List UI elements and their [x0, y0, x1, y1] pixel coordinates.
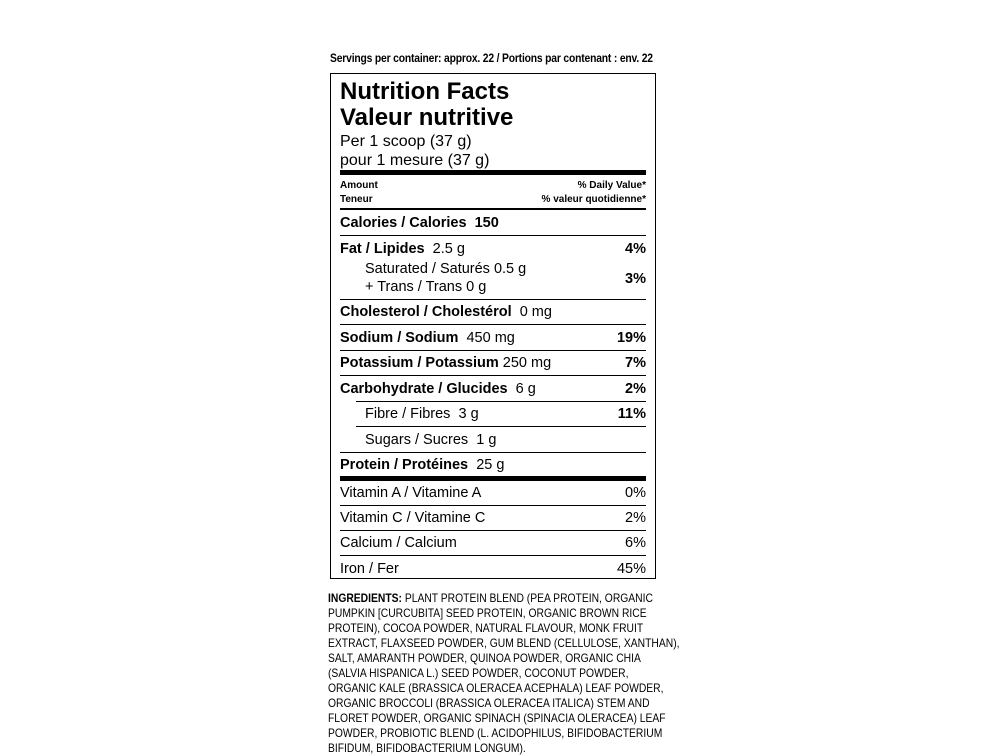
carbohydrate-amount: 6 g	[515, 381, 536, 397]
ingredients-line: BIFIDUM, BIFIDOBACTERIUM LONGUM).	[328, 741, 526, 755]
daily-value-label-en: % Daily Value*	[577, 180, 646, 191]
potassium-amount: 250 mg	[502, 355, 552, 371]
ingredients-line: FLORET POWDER, ORGANIC SPINACH (SPINACIA OLERACEA) LEAF	[328, 711, 666, 725]
serving-size-fr: pour 1 mesure (37 g)	[340, 152, 490, 169]
fat-dv: 4%	[625, 241, 646, 257]
divider	[340, 235, 646, 236]
potassium-dv: 7%	[625, 355, 646, 371]
ingredients-line: PLANT PROTEIN BLEND (PEA PROTEIN, ORGANIC	[401, 591, 653, 605]
carbohydrate-dv: 2%	[625, 381, 646, 397]
calcium-dv: 6%	[625, 535, 646, 551]
potassium-label: Potassium / Potassium	[340, 355, 499, 371]
teneur-label: Teneur	[340, 194, 373, 205]
divider	[340, 452, 646, 453]
ingredients-line: ORGANIC BROCCOLI (BRASSICA OLERACEA ITALICA) STEM AND	[328, 696, 650, 710]
iron-dv: 45%	[616, 561, 646, 577]
protein-label: Protein / Protéines	[340, 457, 469, 473]
ingredients-line: SALT, AMARANTH POWDER, QUINOA POWDER, ORGANIC CHIA	[328, 651, 641, 665]
divider	[340, 555, 646, 556]
fibre-dv: 11%	[617, 406, 646, 422]
fat-amount: 2.5 g	[432, 241, 465, 257]
ingredients-line: EXTRACT, FLAXSEED POWDER, GUM BLEND (CELLULOSE, XANTHAN),	[328, 636, 680, 650]
saturated-label: Saturated / Saturés 0.5 g	[365, 261, 527, 277]
vitamin-a-dv: 0%	[625, 485, 646, 501]
vitamin-c-label: Vitamin C / Vitamine C	[340, 510, 486, 526]
divider	[340, 530, 646, 531]
sugars-label: Sugars / Sucres	[365, 432, 469, 448]
ingredients-line: PUMPKIN [CURCUBITA] SEED PROTEIN, ORGANIC BROWN RICE	[328, 606, 647, 620]
serving-size-en: Per 1 scoop (37 g)	[340, 133, 472, 150]
calcium-label: Calcium / Calcium	[340, 535, 457, 551]
divider	[356, 401, 646, 402]
divider	[356, 426, 646, 427]
divider	[340, 375, 646, 376]
cholesterol-amount: 0 mg	[519, 304, 552, 320]
serving-size	[340, 132, 489, 170]
divider	[340, 505, 646, 506]
sodium-amount: 450 mg	[466, 330, 515, 346]
ingredients-heading: INGREDIENTS:	[328, 591, 402, 605]
daily-value-label-fr: % valeur quotidienne*	[541, 194, 646, 205]
ingredients-list	[328, 591, 680, 756]
ingredients-line: PROTEIN), COCOA POWDER, NATURAL FLAVOUR, MONK FRUIT	[328, 621, 644, 635]
ingredients-line: ORGANIC KALE (BRASSICA OLERACEA ACEPHALA) LEAF POWDER,	[328, 681, 664, 695]
saturated-trans-dv: 3%	[625, 271, 646, 287]
panel-title	[340, 79, 513, 131]
title-en: Nutrition Facts	[340, 78, 510, 105]
divider	[340, 350, 646, 351]
cholesterol-label: Cholesterol / Cholestérol	[340, 304, 512, 320]
title-fr: Valeur nutritive	[340, 104, 514, 131]
ingredients-line: (SALVIA HISPANICA L.) SEED POWDER, COCONUT POWDER,	[328, 666, 629, 680]
trans-label: + Trans / Trans 0 g	[365, 279, 487, 295]
sodium-dv: 19%	[616, 330, 646, 346]
nutrition-facts-panel	[330, 73, 656, 579]
thick-divider	[340, 170, 646, 175]
carbohydrate-label: Carbohydrate / Glucides	[340, 381, 508, 397]
divider	[340, 299, 646, 300]
protein-amount: 25 g	[476, 457, 505, 473]
fibre-label: Fibre / Fibres	[365, 406, 451, 422]
thick-divider	[340, 476, 646, 481]
calories-label: Calories / Calories 150	[340, 215, 499, 231]
servings-per-container: Servings per container: approx. 22 / Portions par contenant : env. 22	[330, 51, 653, 65]
divider	[340, 324, 646, 325]
iron-label: Iron / Fer	[340, 561, 399, 577]
header-divider	[340, 208, 646, 210]
vitamin-c-dv: 2%	[625, 510, 646, 526]
fat-label: Fat / Lipides	[340, 241, 425, 257]
sugars-amount: 1 g	[476, 432, 497, 448]
ingredients-line: POWDER, PROBIOTIC BLEND (L. ACIDOPHILUS, BIFIDOBACTERIUM	[328, 726, 663, 740]
sodium-label: Sodium / Sodium	[340, 330, 459, 346]
fibre-amount: 3 g	[458, 406, 479, 422]
vitamin-a-label: Vitamin A / Vitamine A	[340, 485, 482, 501]
amount-label: Amount	[340, 180, 378, 191]
